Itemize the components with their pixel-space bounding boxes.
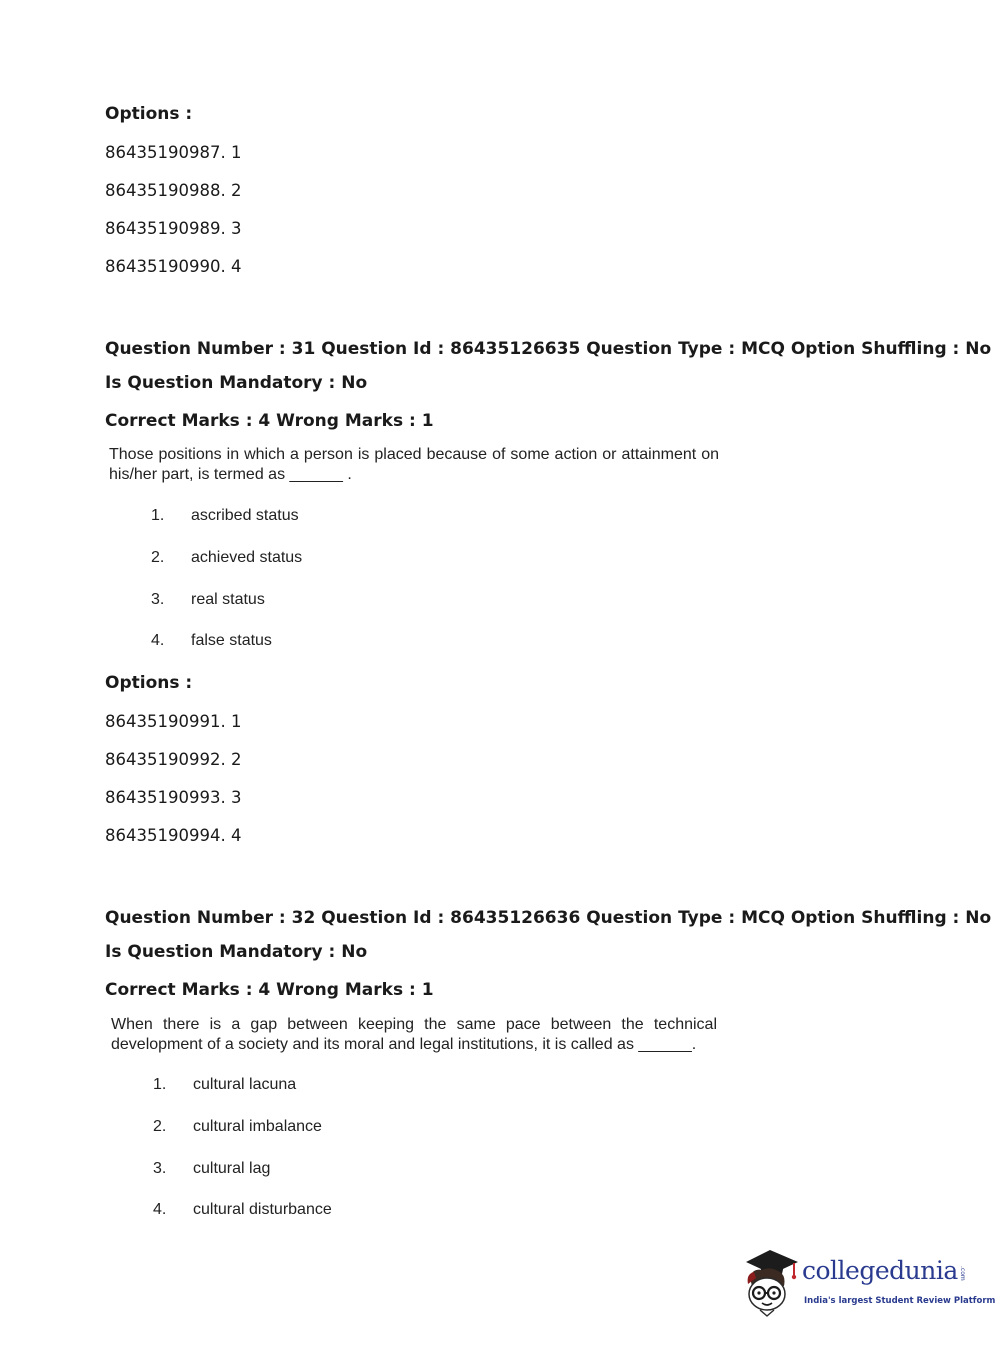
choice-text: achieved status: [191, 549, 303, 566]
choice-number: 1.: [153, 1076, 167, 1093]
logo-tagline: India's largest Student Review Platform: [804, 1296, 996, 1306]
question-marks: Correct Marks : 4 Wrong Marks : 1: [105, 411, 434, 431]
student-mascot-icon: [740, 1248, 802, 1318]
choice-text: ascribed status: [191, 507, 299, 524]
question-mandatory: Is Question Mandatory : No: [105, 942, 368, 962]
choice-text: cultural lacuna: [193, 1076, 297, 1093]
logo-wordmark: collegedunia: [802, 1256, 958, 1285]
choice-text: cultural imbalance: [193, 1118, 322, 1135]
choice-number: 1.: [151, 507, 165, 524]
option-id-line: 86435190991. 1: [105, 712, 242, 731]
choice-text: cultural lag: [193, 1160, 271, 1177]
option-id-line: 86435190994. 4: [105, 826, 242, 845]
choice-text: cultural disturbance: [193, 1201, 332, 1218]
question-meta: Question Number : 31 Question Id : 86435126635 Question Type : MCQ Option Shuffling : No: [105, 339, 992, 359]
option-id-line: 86435190988. 2: [105, 181, 242, 200]
collegedunia-logo: [740, 1248, 996, 1318]
choice-text: real status: [191, 591, 265, 608]
question-text: When there is a gap between keeping the same pace between the technical development of a society and its moral and legal institutions, it is called as ______.: [111, 1016, 717, 1053]
question-marks: Correct Marks : 4 Wrong Marks : 1: [105, 980, 434, 1000]
choice-text: false status: [191, 632, 272, 649]
question-mandatory: Is Question Mandatory : No: [105, 373, 368, 393]
option-id-line: 86435190989. 3: [105, 219, 242, 238]
option-id-line: 86435190987. 1: [105, 143, 242, 162]
options-label: Options :: [105, 104, 193, 124]
question-text: Those positions in which a person is placed because of some action or attainment on his/her part, is termed as ______ .: [109, 446, 719, 483]
choice-number: 4.: [153, 1201, 167, 1218]
option-id-line: 86435190993. 3: [105, 788, 242, 807]
question-meta: Question Number : 32 Question Id : 86435126636 Question Type : MCQ Option Shuffling : No: [105, 908, 992, 928]
choice-number: 2.: [151, 549, 165, 566]
options-label: Options :: [105, 673, 193, 693]
option-id-line: 86435190990. 4: [105, 257, 242, 276]
choice-number: 2.: [153, 1118, 167, 1135]
choice-number: 3.: [151, 591, 165, 608]
choice-number: 4.: [151, 632, 165, 649]
option-id-line: 86435190992. 2: [105, 750, 242, 769]
logo-domain: .com: [959, 1266, 966, 1281]
choice-number: 3.: [153, 1160, 167, 1177]
